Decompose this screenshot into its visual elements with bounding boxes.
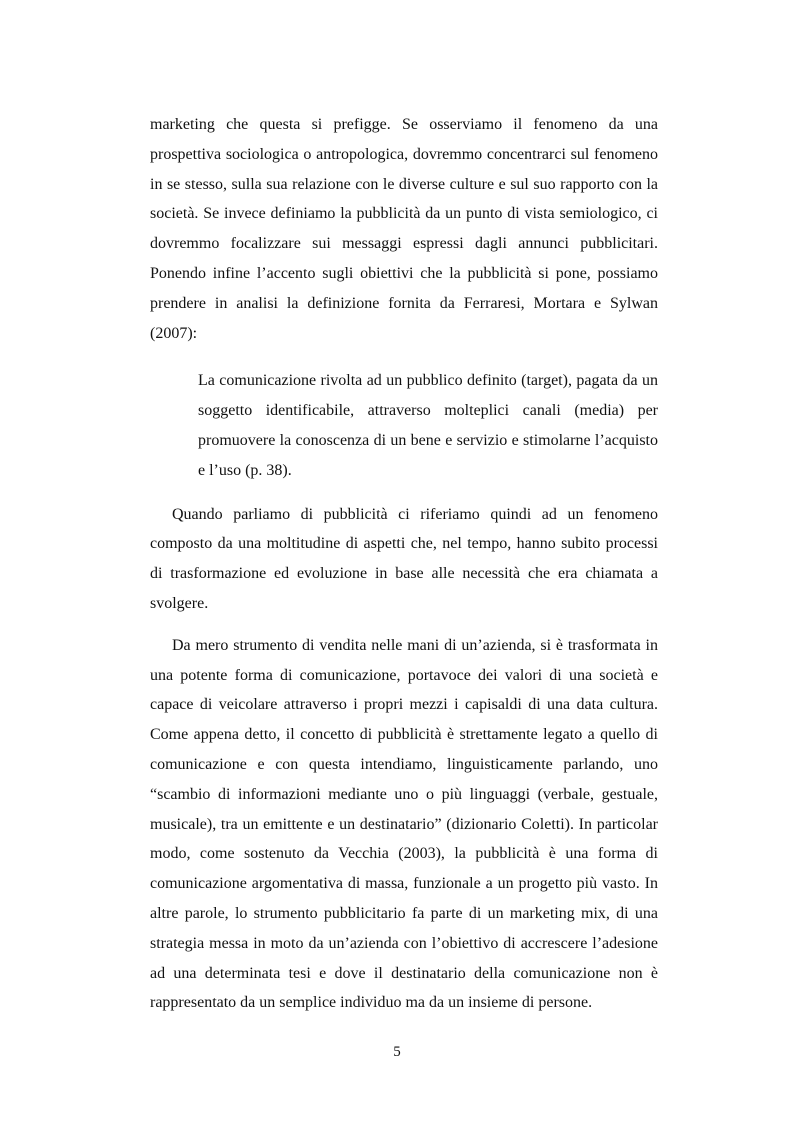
- page-body: [150, 110, 658, 1018]
- block-quote-definition: La comunicazione rivolta ad un pubblico definito (target), pagata da un soggetto identificabile, attraverso molteplici canali (media) per promuovere la conoscenza di un bene e servizio e stimolarne l’acquisto e l’uso (p. 38).: [198, 372, 658, 479]
- page-number: 5: [393, 1044, 401, 1060]
- paragraph-phenomenon: Quando parliamo di pubblicità ci riferiamo quindi ad un fenomeno composto da una moltitudine di aspetti che, nel tempo, hanno subito processi di trasformazione ed evoluzione in base alle necessità che era chiamata a svolgere.: [150, 505, 658, 612]
- paragraph-intro: marketing che questa si prefigge. Se osserviamo il fenomeno da una prospettiva sociologica o antropologica, dovremmo concentrarci sul fenomeno in se stesso, sulla sua relazione con le diverse culture e sul suo rapporto con la società. Se invece definiamo la pubblicità da un punto di vista semiologico, ci dovremmo focalizzare sui messaggi espressi dagli annunci pubblicitari. Ponendo infine l’accento sugli obiettivi che la pubblicità si pone, possiamo prendere in analisi la definizione fornita da Ferraresi, Mortara e Sylwan (2007):: [150, 116, 658, 342]
- paragraph-communication: Da mero strumento di vendita nelle mani di un’azienda, si è trasformata in una potente forma di comunicazione, portavoce dei valori di una società e capace di veicolare attraverso i propri mezzi i capisaldi di una data cultura. Come appena detto, il concetto di pubblicità è strettamente legato a quello di comunicazione e con questa intendiamo, linguisticamente parlando, uno “scambio di informazioni mediante uno o più linguaggi (verbale, gestuale, musicale), tra un emittente e un destinatario” (dizionario Coletti). In particolar modo, come sostenuto da Vecchia (2003), la pubblicità è una forma di comunicazione argomentativa di massa, funzionale a un progetto più vasto. In altre parole, lo strumento pubblicitario fa parte di un marketing mix, di una strategia messa in moto da un’azienda con l’obiettivo di accrescere l’adesione ad una determinata tesi e dove il destinatario della comunicazione non è rappresentato da un semplice individuo ma da un insieme di persone.: [150, 636, 658, 1012]
